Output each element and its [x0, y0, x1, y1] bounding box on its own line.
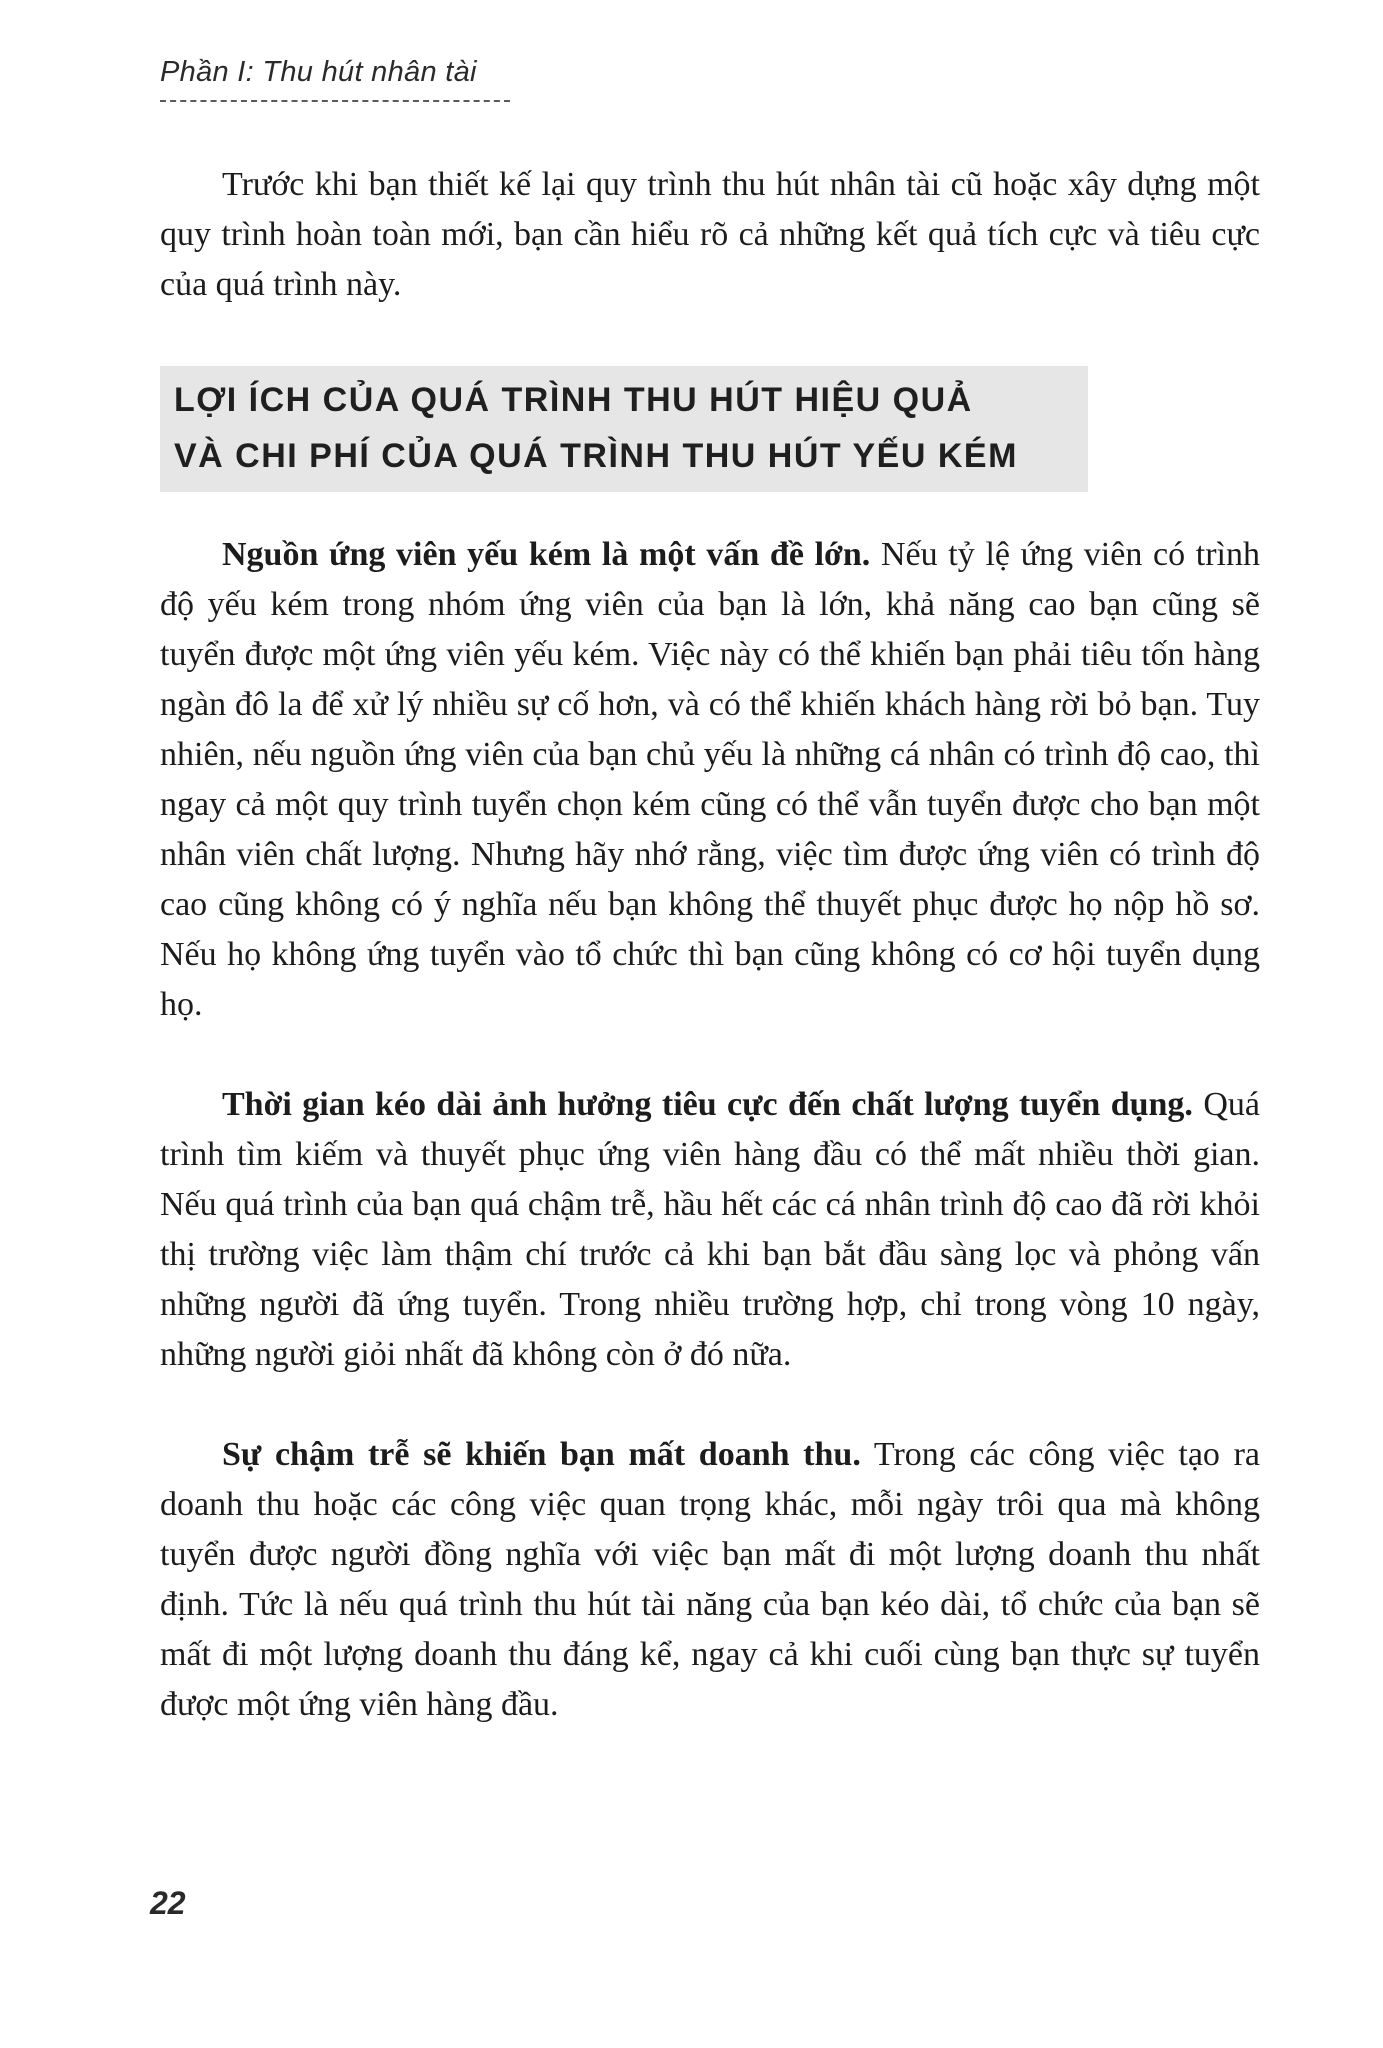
running-header: Phần I: Thu hút nhân tài — [160, 56, 477, 88]
paragraph-time-delay — [160, 1080, 1260, 1380]
paragraph-revenue-loss — [160, 1430, 1260, 1730]
page-body — [160, 160, 1260, 1730]
section-heading-line-2: VÀ CHI PHÍ CỦA QUÁ TRÌNH THU HÚT YẾU KÉM — [174, 437, 1018, 475]
paragraph-lead: Sự chậm trễ sẽ khiến bạn mất doanh thu. — [222, 1436, 861, 1473]
paragraph-body: Nếu tỷ lệ ứng viên có trình độ yếu kém trong nhóm ứng viên của bạn là lớn, khả năng cao bạn cũng sẽ tuyển được một ứng viên yếu kém. Việc này có thể khiến bạn phải tiêu tốn hàng ngàn đô la để xử lý nhiều sự cố hơn, và có thể khiến khách hàng rời bỏ bạn. Tuy nhiên, nếu nguồn ứng viên của bạn chủ yếu là những cá nhân có trình độ cao, thì ngay cả một quy trình tuyển chọn kém cũng có thể vẫn tuyển được cho bạn một nhân viên chất lượng. Nhưng hãy nhớ rằng, việc tìm được ứng viên có trình độ cao cũng không có ý nghĩa nếu bạn không thể thuyết phục được họ nộp hồ sơ. Nếu họ không ứng tuyển vào tổ chức thì bạn cũng không có cơ hội tuyển dụng họ. — [160, 536, 1260, 1023]
paragraph-lead: Nguồn ứng viên yếu kém là một vấn đề lớn. — [222, 536, 871, 573]
paragraph-lead: Thời gian kéo dài ảnh hưởng tiêu cực đến chất lượng tuyển dụng. — [222, 1086, 1193, 1123]
intro-paragraph: Trước khi bạn thiết kế lại quy trình thu hút nhân tài cũ hoặc xây dựng một quy trình hoàn toàn mới, bạn cần hiểu rõ cả những kết quả tích cực và tiêu cực của quá trình này. — [160, 166, 1260, 303]
paragraph-body: Trong các công việc tạo ra doanh thu hoặc các công việc quan trọng khác, mỗi ngày trôi qua mà không tuyển được người đồng nghĩa với việc bạn mất đi một lượng doanh thu nhất định. Tức là nếu quá trình thu hút tài năng của bạn kéo dài, tổ chức của bạn sẽ mất đi một lượng doanh thu đáng kể, ngay cả khi cuối cùng bạn thực sự tuyển được một ứng viên hàng đầu. — [160, 1436, 1260, 1723]
paragraph-weak-candidates — [160, 530, 1260, 1030]
paragraph-body: Quá trình tìm kiếm và thuyết phục ứng viên hàng đầu có thể mất nhiều thời gian. Nếu quá trình của bạn quá chậm trễ, hầu hết các cá nhân trình độ cao đã rời khỏi thị trường việc làm thậm chí trước cả khi bạn bắt đầu sàng lọc và phỏng vấn những người đã ứng tuyển. Trong nhiều trường hợp, chỉ trong vòng 10 ngày, những người giỏi nhất đã không còn ở đó nữa. — [160, 1086, 1260, 1373]
header-underline — [160, 100, 510, 102]
page-number: 22 — [150, 1885, 186, 1921]
section-heading — [160, 366, 1088, 492]
section-heading-line-1: LỢI ÍCH CỦA QUÁ TRÌNH THU HÚT HIỆU QUẢ — [174, 381, 973, 419]
